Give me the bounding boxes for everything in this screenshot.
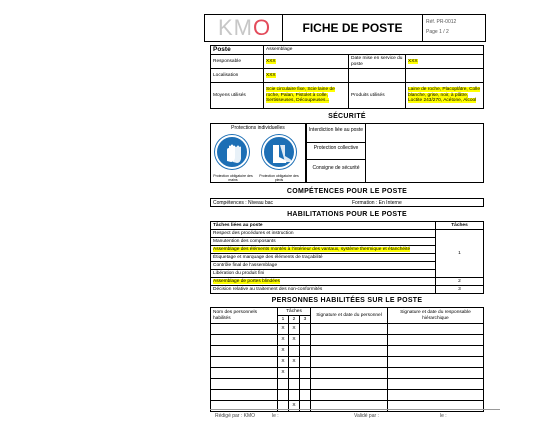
moyens-label: Moyens utilisés: [211, 83, 264, 109]
pers-sub-2: 2: [289, 316, 300, 324]
mark: [300, 379, 311, 390]
produits-value: Laine de roche, Placoplâtre, Colle blanche, grise, noir, à plâtre, Loctite 243/270, Acétone, Alcool: [408, 87, 480, 104]
poste-label: Poste: [211, 46, 264, 55]
hab-value-2: 2: [436, 278, 484, 286]
personnes-title: PERSONNES HABILITÉES SUR LE POSTE: [271, 297, 423, 304]
responsable-label: Responsable: [211, 55, 264, 69]
consigne-label: Consigne de sécurité: [312, 165, 360, 171]
footer-le-2: le :: [440, 413, 447, 419]
localisation-label: Localisation: [211, 69, 264, 83]
kmo-logo: KMO: [218, 15, 272, 40]
mark: X: [278, 346, 289, 357]
mark: X: [278, 368, 289, 379]
pers-sub-1: 1: [278, 316, 289, 324]
pers-col-resp: Signature et date du responsable hiérarchique: [388, 308, 484, 324]
hab-row: Libération du produit fini: [211, 270, 436, 278]
hab-row: Manutention des composants: [211, 238, 436, 246]
page-title: FICHE DE POSTE: [302, 21, 403, 35]
gloves-icon: [215, 135, 249, 169]
pers-col-taches: Tâches: [278, 308, 311, 316]
competences-niveau: Compétences : Niveau bac: [213, 200, 274, 206]
boots-caption: Protection obligatoire des pieds: [259, 174, 299, 182]
date-value: XXX: [408, 58, 418, 64]
footer-redige: Rédigé par : KMO: [215, 413, 256, 419]
mark: X: [289, 401, 300, 412]
mark: [289, 390, 300, 401]
pers-col-sig: Signature et date du personnel: [311, 308, 388, 324]
gloves-svg: [217, 137, 251, 171]
mark: [278, 390, 289, 401]
hab-row: Contrôle final de l'assemblage: [211, 262, 436, 270]
mark: [300, 357, 311, 368]
collective-label: Protection collective: [313, 145, 359, 151]
hab-row: Décision relative au traitement des non-conformités: [211, 286, 436, 294]
mark: X: [289, 324, 300, 335]
moyens-value: Scie circulaire fixe, Scie laine de roche, Palan, Pistolet à colle, Sertisseuses, Découpeuses...: [266, 87, 335, 104]
mark: [300, 335, 311, 346]
habilitations-table: [210, 221, 484, 294]
pers-col-nom: Nom des personnels habilités: [211, 308, 278, 324]
mark: X: [289, 357, 300, 368]
header-divider-2: [422, 14, 423, 42]
footer-valide: Validé par :: [354, 413, 379, 419]
mark: [289, 346, 300, 357]
pers-sub-3: 3: [300, 316, 311, 324]
mark: X: [289, 335, 300, 346]
mark: X: [278, 335, 289, 346]
hab-value-3: 3: [436, 286, 484, 294]
competences-formation: Formation : En Interne: [352, 200, 402, 206]
boots-icon: [262, 135, 296, 169]
mark: X: [278, 324, 289, 335]
securite-title: SÉCURITÉ: [328, 113, 366, 120]
footer-le-1: le :: [272, 413, 279, 419]
hab-value-1: 1: [436, 230, 484, 278]
mark: X: [278, 357, 289, 368]
hab-row: Étiquetage et marquage des éléments de traçabilité: [211, 254, 436, 262]
localisation-value: XXX: [266, 72, 276, 78]
page-number: Page 1 / 2: [426, 29, 449, 35]
responsable-value: XXX: [266, 58, 276, 64]
date-label: Date mise en service du poste: [349, 55, 406, 69]
mark: [289, 368, 300, 379]
mark: [300, 390, 311, 401]
boots-svg: [264, 137, 298, 171]
competences-title: COMPÉTENCES POUR LE POSTE: [286, 188, 408, 195]
epi-label: Protections individuelles: [231, 125, 285, 131]
habilitations-title: HABILITATIONS POUR LE POSTE: [287, 211, 407, 218]
gloves-caption: Protection obligatoire des mains: [213, 174, 253, 182]
poste-table: [210, 45, 484, 109]
hab-col-n: Tâches: [436, 222, 484, 230]
hab-row: Respect des procédures et instruction: [211, 230, 436, 238]
poste-value: Assemblage: [264, 46, 484, 55]
hab-row: Assemblage des éléments montés à l'intérieur des vantaux, système thermique et étanchéité: [211, 246, 436, 254]
mark: [300, 346, 311, 357]
reference: Réf. PR-0012: [426, 19, 457, 25]
mark: [289, 379, 300, 390]
mark: [300, 368, 311, 379]
personnes-table: [210, 307, 484, 412]
hab-col-taches: Tâches liées au poste: [211, 222, 436, 230]
mark: [278, 379, 289, 390]
footer-rule: [210, 409, 500, 410]
interdiction-label: Interdiction liée au poste: [308, 127, 364, 133]
produits-label: Produits utilisés: [349, 83, 406, 109]
interdiction-cell: [306, 123, 366, 143]
hab-row: Assemblage de portes blindées: [211, 278, 436, 286]
consigne-cell: [306, 159, 366, 183]
mark: [300, 324, 311, 335]
